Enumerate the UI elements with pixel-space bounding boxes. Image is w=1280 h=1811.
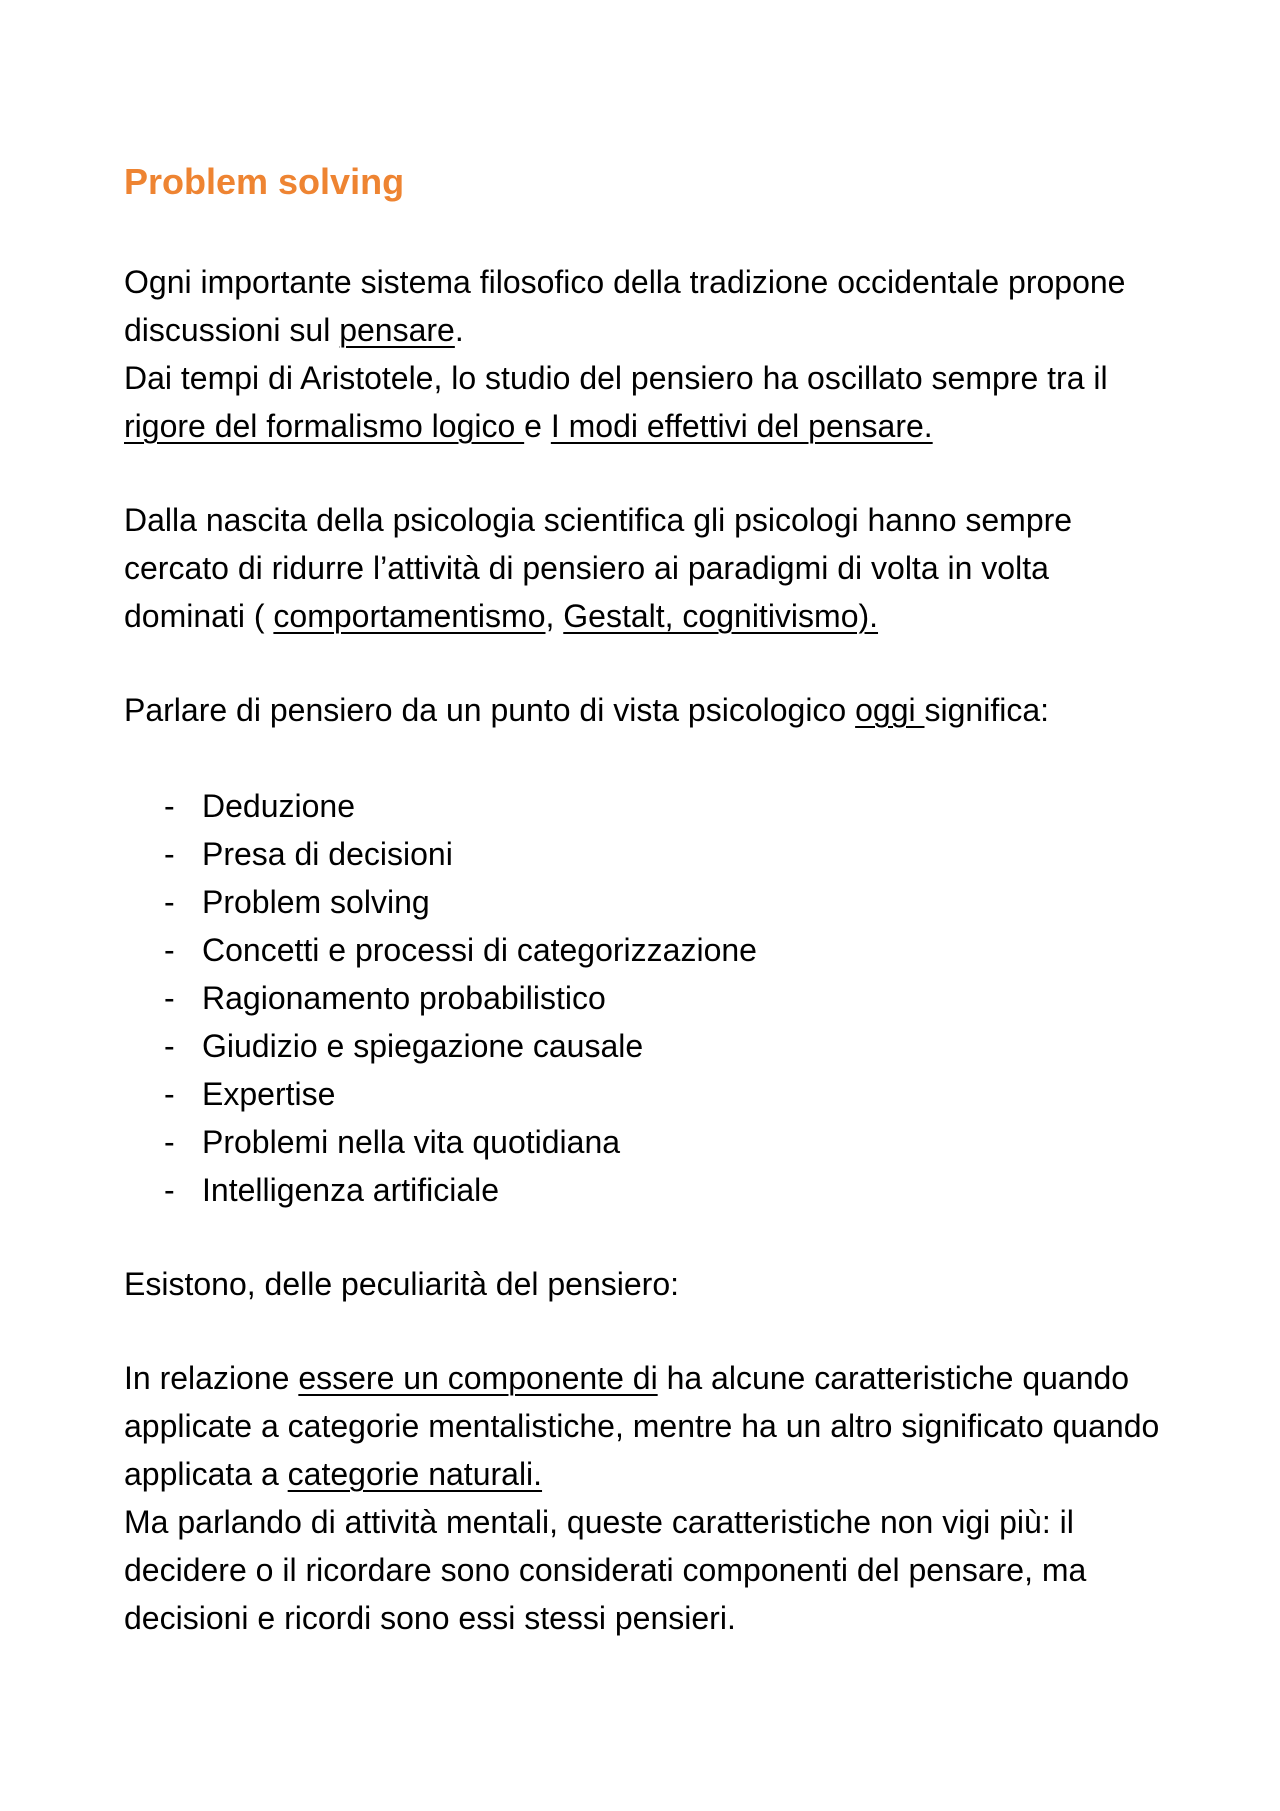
- underlined-term-gestalt: Gestalt, cognitivismo).: [563, 598, 879, 634]
- text-span: In relazione: [124, 1360, 299, 1396]
- list-item: [124, 878, 1164, 926]
- dash-bullet: -: [164, 1028, 175, 1064]
- dash-bullet: -: [164, 884, 175, 920]
- text-span: Dai tempi di Aristotele, lo studio del pensiero ha oscillato sempre tra il: [124, 360, 1108, 396]
- document-page: [124, 152, 1164, 1642]
- underlined-term-pensare: pensare: [339, 312, 455, 348]
- text-span: .: [454, 312, 464, 348]
- dash-bullet: -: [164, 836, 175, 872]
- list-item-text: Concetti e processi di categorizzazione: [202, 932, 757, 968]
- dash-bullet: -: [164, 932, 175, 968]
- dash-bullet: -: [164, 1124, 175, 1160]
- list-item-text: Intelligenza artificiale: [202, 1172, 500, 1208]
- text-span: Ma parlando di attività mentali, queste caratteristiche non vigi più: il decidere o il ricordare sono considerati componenti del pensare, ma decisioni e ricordi sono essi stessi pensieri.: [124, 1504, 1087, 1636]
- list-item-text: Problem solving: [202, 884, 430, 920]
- list-item: [124, 1070, 1164, 1118]
- topic-list: [124, 782, 1164, 1214]
- list-item: [124, 1022, 1164, 1070]
- text-span: significa:: [924, 692, 1049, 728]
- underlined-term-oggi: oggi: [855, 692, 925, 728]
- underlined-term-comportamentismo: comportamentismo: [273, 598, 546, 634]
- list-item-text: Problemi nella vita quotidiana: [202, 1124, 621, 1160]
- dash-bullet: -: [164, 980, 175, 1016]
- underlined-term-componente: essere un componente di: [298, 1360, 658, 1396]
- list-item-text: Giudizio e spiegazione causale: [202, 1028, 644, 1064]
- list-item: [124, 926, 1164, 974]
- dash-bullet: -: [164, 788, 175, 824]
- text-span: ha alcune caratteristiche quando applicate a categorie mentalistiche, mentre ha un altro significato quando applicata a: [124, 1360, 1160, 1492]
- dash-bullet: -: [164, 1172, 175, 1208]
- list-item: [124, 1166, 1164, 1214]
- text-span: e: [524, 408, 551, 444]
- text-span: Ogni importante sistema filosofico della tradizione occidentale propone discussioni sul: [124, 264, 1126, 348]
- list-item: [124, 974, 1164, 1022]
- text-span: ,: [545, 598, 564, 634]
- list-item: [124, 782, 1164, 830]
- list-item-text: Presa di decisioni: [202, 836, 453, 872]
- list-item: [124, 830, 1164, 878]
- underlined-term-formalismo: rigore del formalismo logico: [124, 408, 525, 444]
- dash-bullet: -: [164, 1076, 175, 1112]
- paragraph-psychology: [124, 496, 1164, 640]
- list-item-text: Deduzione: [202, 788, 355, 824]
- underlined-term-categorie-naturali: categorie naturali.: [287, 1456, 543, 1492]
- list-item-text: Expertise: [202, 1076, 336, 1112]
- list-item-text: Ragionamento probabilistico: [202, 980, 606, 1016]
- paragraph-today: [124, 686, 1164, 734]
- text-span: Parlare di pensiero da un punto di vista psicologico: [124, 692, 856, 728]
- paragraph-component-relation: [124, 1354, 1164, 1642]
- paragraph-philosophy: [124, 258, 1164, 450]
- underlined-term-modi-effettivi: I modi effettivi del pensare.: [550, 408, 933, 444]
- page-title: Problem solving: [124, 161, 405, 202]
- paragraph-peculiarities: Esistono, delle peculiarità del pensiero:: [124, 1266, 679, 1302]
- text-span: Dalla nascita della psicologia scientifica gli psicologi hanno sempre cercato di ridurre l’attività di pensiero ai paradigmi di volta in volta dominati (: [124, 502, 1073, 634]
- list-item: [124, 1118, 1164, 1166]
